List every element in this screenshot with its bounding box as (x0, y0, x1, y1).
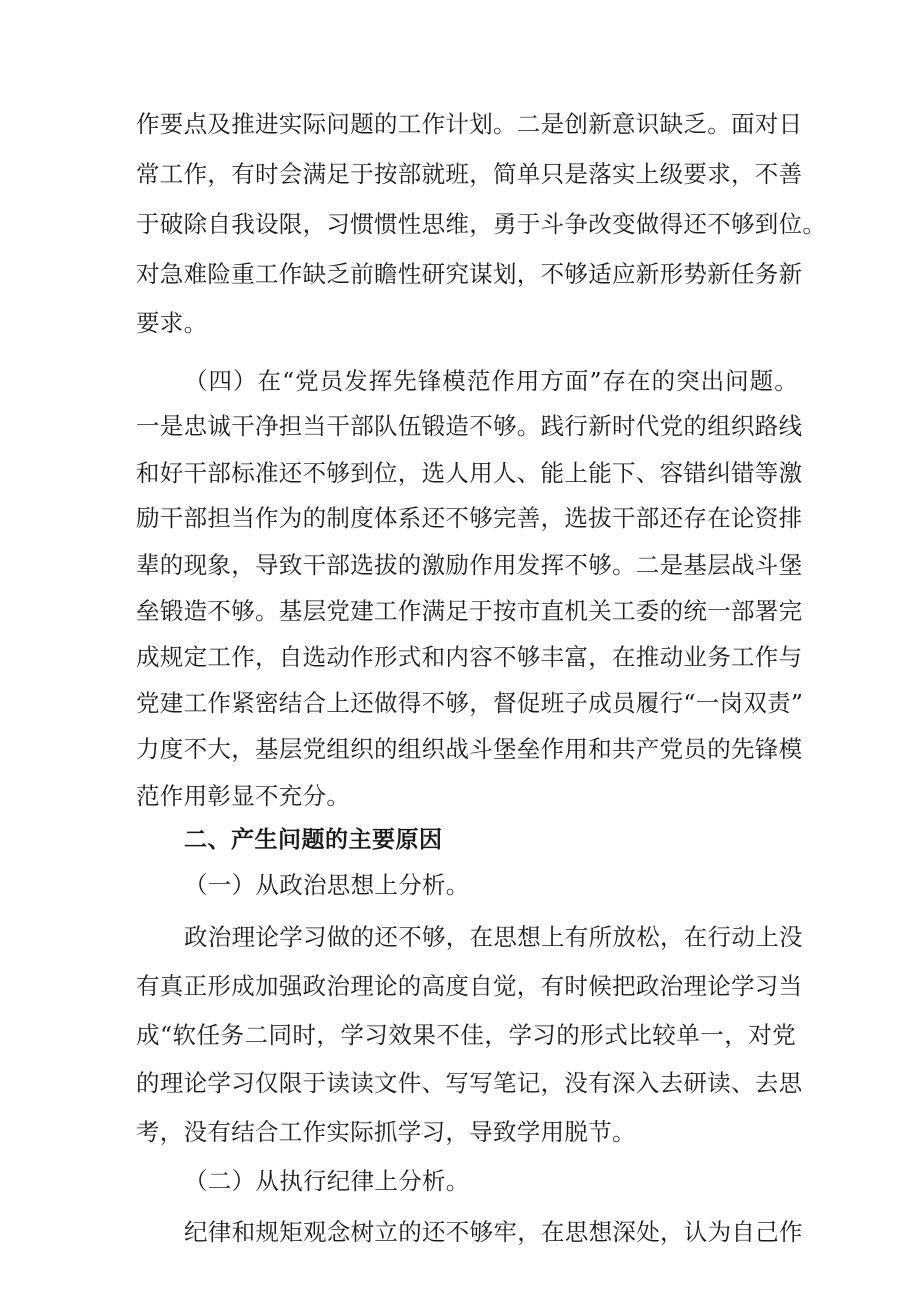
paragraph-2-line-5: 辈的现象，导致干部选拔的激励作用发挥不够。二是基层战斗堡 (136, 551, 803, 579)
paragraph-3-line-3: 成“软任务二同时，学习效果不佳，学习的形式比较单一，对党 (136, 1021, 796, 1049)
paragraph-2-line-6: 垒锻造不够。基层党建工作满足于按市直机关工委的统一部署完 (136, 597, 803, 625)
paragraph-1-line-4: 对急难险重工作缺乏前瞻性研究谋划，不够适应新形势新任务新 (136, 260, 803, 288)
subheading-political-thought: （一）从政治思想上分析。 (184, 871, 470, 899)
paragraph-2-line-8: 党建工作紧密结合上还做得不够，督促班子成员履行“一岗双责” (136, 689, 804, 717)
subheading-discipline: （二）从执行纪律上分析。 (184, 1167, 470, 1195)
paragraph-2-line-7: 成规定工作，自选动作形式和内容不够丰富，在推动业务工作与 (136, 643, 803, 671)
paragraph-1-line-5: 要求。 (136, 309, 208, 337)
paragraph-3-line-4: 的理论学习仅限于读读文件、写写笔记，没有深入去研读、去思 (136, 1069, 803, 1097)
paragraph-2-line-1: （四）在“党员发挥先锋模范作用方面”存在的突出问题。 (184, 367, 798, 395)
paragraph-3-line-5: 考，没有结合工作实际抓学习，导致学用脱节。 (136, 1118, 636, 1146)
paragraph-4-line-1: 纪律和规矩观念树立的还不够牢，在思想深处，认为自己作 (184, 1218, 803, 1246)
paragraph-3-line-2: 有真正形成加强政治理论的高度自觉，有时候把政治理论学习当 (136, 972, 803, 1000)
paragraph-2-line-4: 励干部担当作为的制度体系还不够完善，选拔干部还存在论资排 (136, 504, 803, 532)
paragraph-3-line-1: 政治理论学习做的还不够，在思想上有所放松，在行动上没 (184, 923, 803, 951)
paragraph-2-line-9: 力度不大，基层党组织的组织战斗堡垒作用和共产党员的先锋模 (136, 735, 803, 763)
paragraph-1-line-2: 常工作，有时会满足于按部就班，简单只是落实上级要求，不善 (136, 160, 803, 188)
section-heading: 二、产生问题的主要原因 (184, 827, 443, 853)
paragraph-2-line-2: 一是忠诚干净担当干部队伍锻造不够。践行新时代党的组织路线 (136, 412, 803, 440)
paragraph-2-line-3: 和好干部标准还不够到位，选人用人、能上能下、容错纠错等激 (136, 459, 803, 487)
paragraph-2-line-10: 范作用彰显不充分。 (136, 782, 351, 810)
paragraph-1-line-1: 作要点及推进实际问题的工作计划。二是创新意识缺乏。面对日 (136, 110, 803, 138)
paragraph-1-line-3: 于破除自我设限，习惯惯性思维，勇于斗争改变做得还不够到位。 (136, 210, 827, 238)
